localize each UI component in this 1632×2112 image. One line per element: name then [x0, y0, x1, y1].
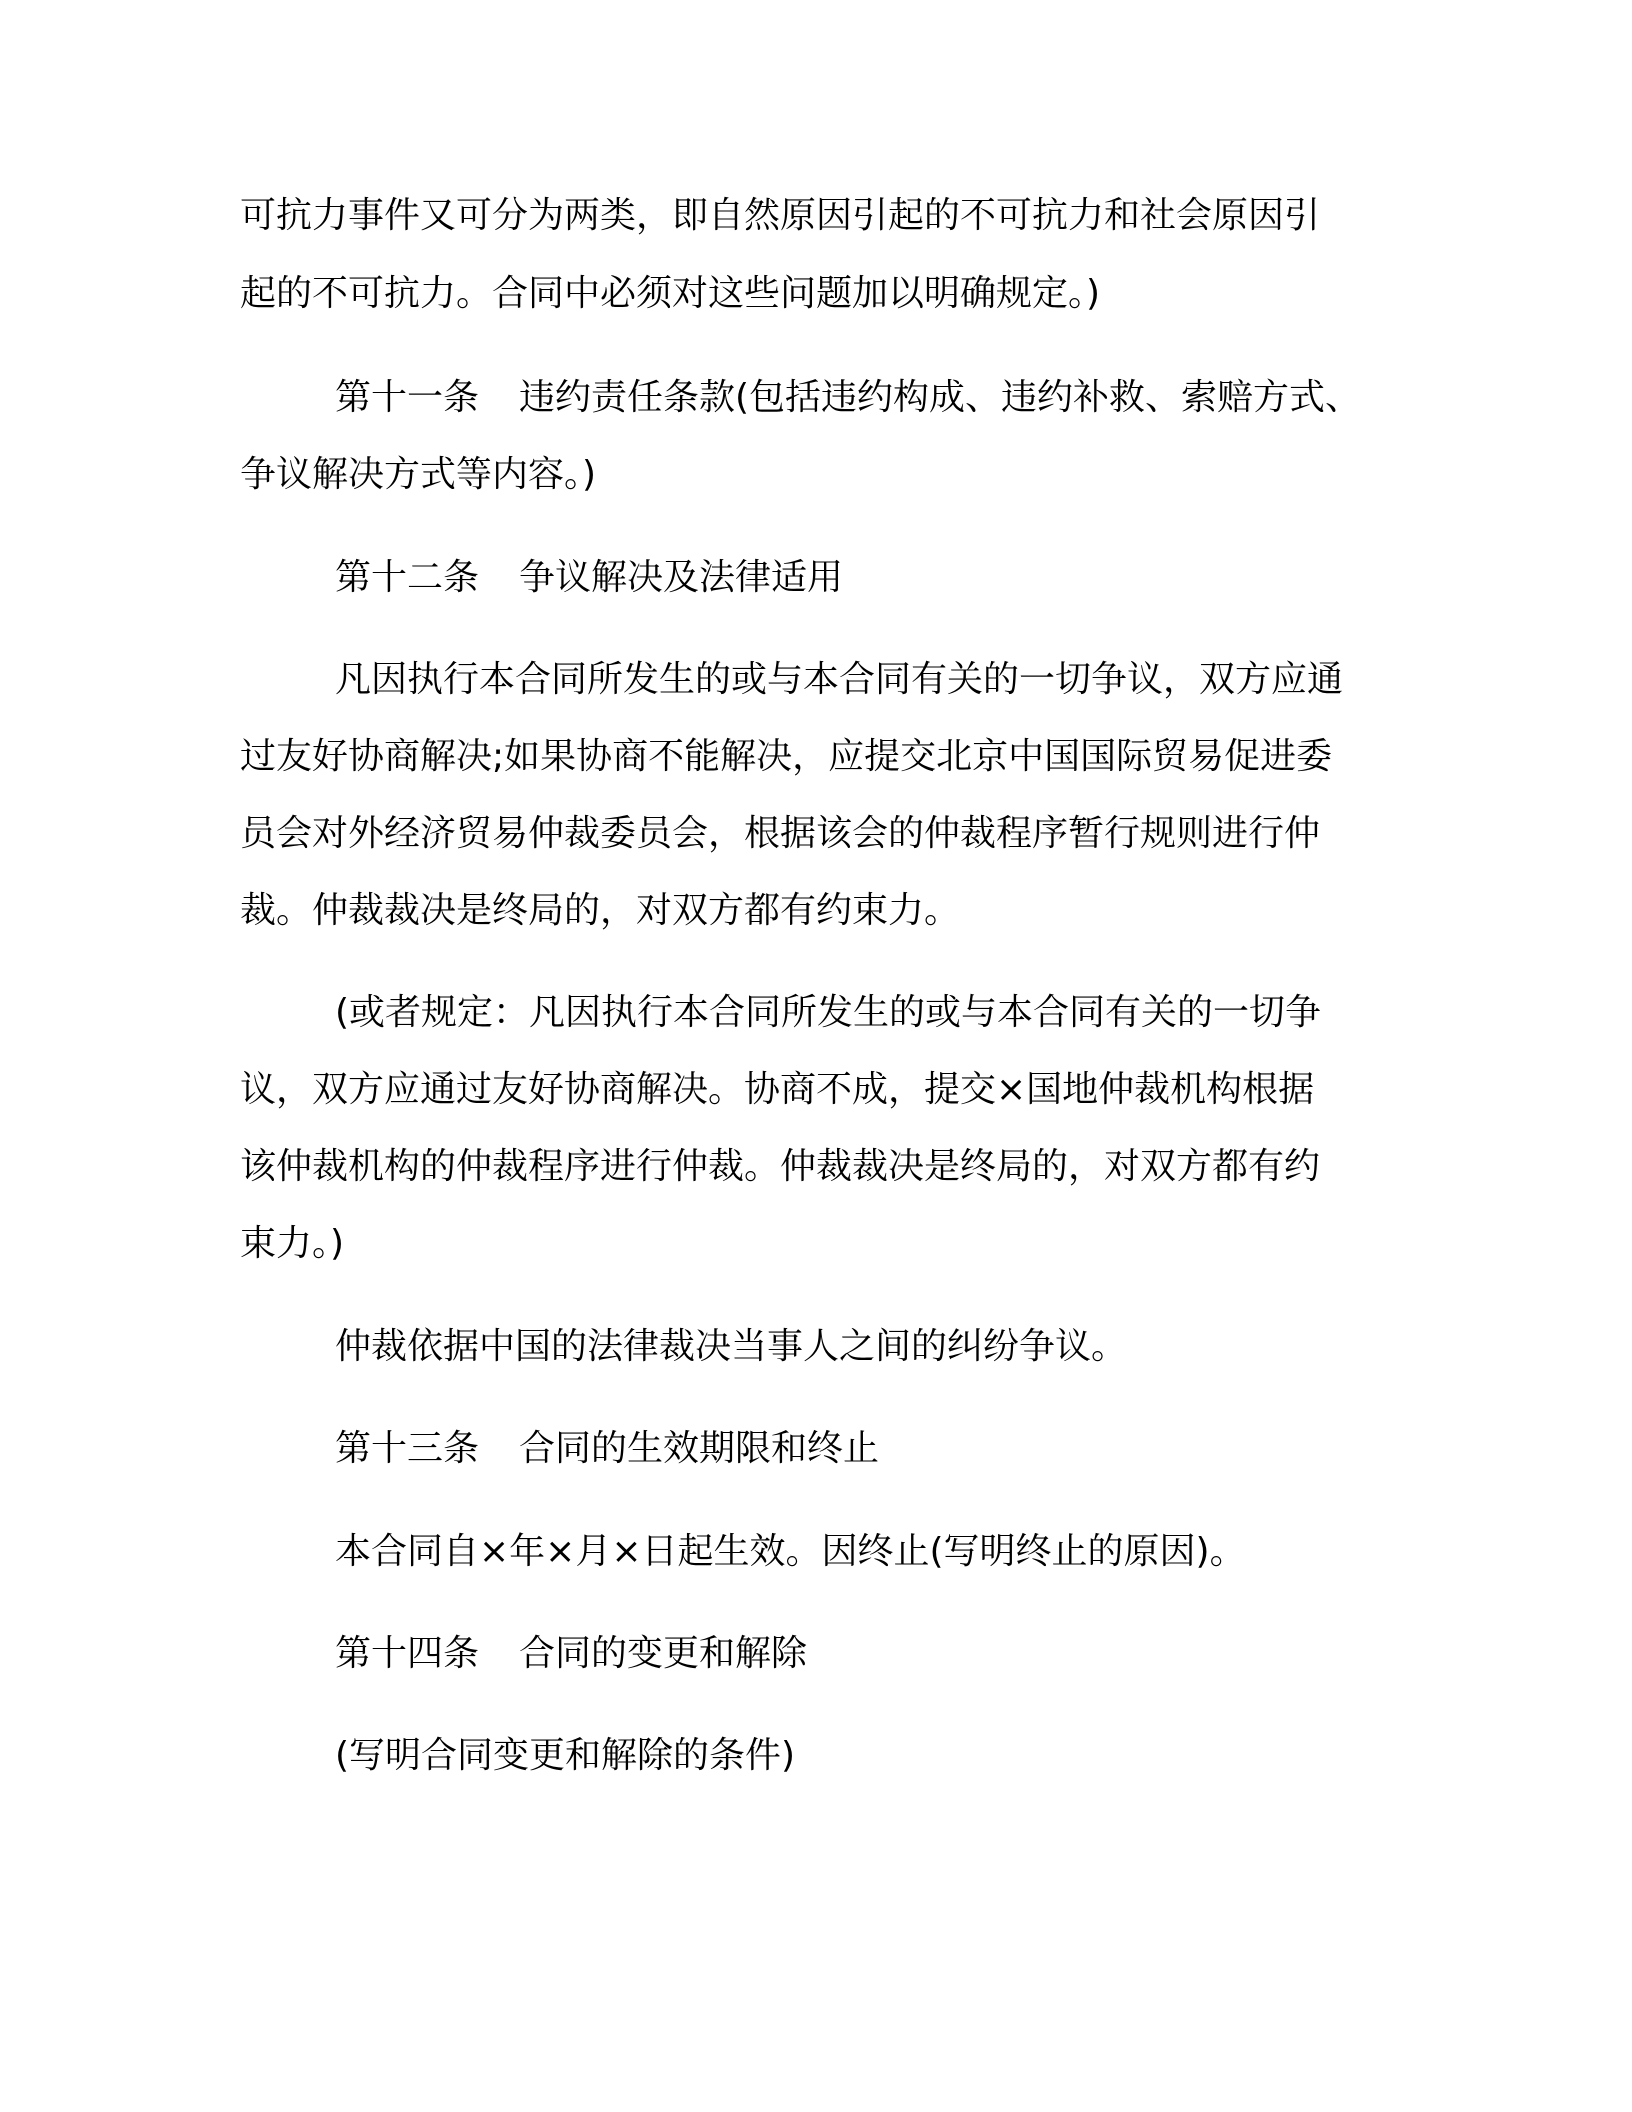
text-line: 过友好协商解决;如果协商不能解决，应提交北京中国国际贸易促进委 [240, 736, 1333, 777]
article-title: 合同的变更和解除 [519, 1633, 808, 1674]
article-title: 争议解决及法律适用 [519, 557, 844, 598]
article-heading: 第十二条 [335, 557, 480, 598]
text-line: 束力。) [240, 1223, 345, 1264]
text-line: (写明合同变更和解除的条件) [335, 1735, 796, 1776]
text-line: 凡因执行本合同所发生的或与本合同有关的一切争议，双方应通 [335, 659, 1344, 700]
text-line: (或者规定：凡因执行本合同所发生的或与本合同有关的一切争 [335, 992, 1322, 1033]
text-line: 该仲裁机构的仲裁程序进行仲裁。仲裁裁决是终局的，对双方都有约 [240, 1146, 1321, 1187]
text-line: 起的不可抗力。合同中必须对这些问题加以明确规定。) [240, 273, 1101, 314]
article-heading: 第十三条 [335, 1428, 480, 1469]
article-14-line [335, 1632, 807, 1676]
article-12-line [335, 556, 843, 600]
article-heading: 第十一条 [335, 377, 480, 418]
article-text: 违约责任条款(包括违约构成、违约补救、索赔方式、 [519, 377, 1362, 418]
text-line: 争议解决方式等内容。) [240, 454, 597, 495]
article-title: 合同的生效期限和终止 [519, 1428, 880, 1469]
text-line: 可抗力事件又可分为两类，即自然原因引起的不可抗力和社会原因引 [240, 195, 1321, 236]
text-line: 议，双方应通过友好协商解决。协商不成，提交×国地仲裁机构根据 [240, 1069, 1315, 1110]
text-line: 员会对外经济贸易仲裁委员会，根据该会的仲裁程序暂行规则进行仲 [240, 813, 1321, 854]
text-line: 仲裁依据中国的法律裁决当事人之间的纠纷争议。 [335, 1326, 1128, 1367]
text-line: 本合同自×年×月×日起生效。因终止(写明终止的原因)。 [335, 1531, 1246, 1572]
text-line: 裁。仲裁裁决是终局的，对双方都有约束力。 [240, 890, 961, 931]
article-heading: 第十四条 [335, 1633, 480, 1674]
article-13-line [335, 1427, 879, 1471]
article-11-line [335, 376, 1361, 420]
